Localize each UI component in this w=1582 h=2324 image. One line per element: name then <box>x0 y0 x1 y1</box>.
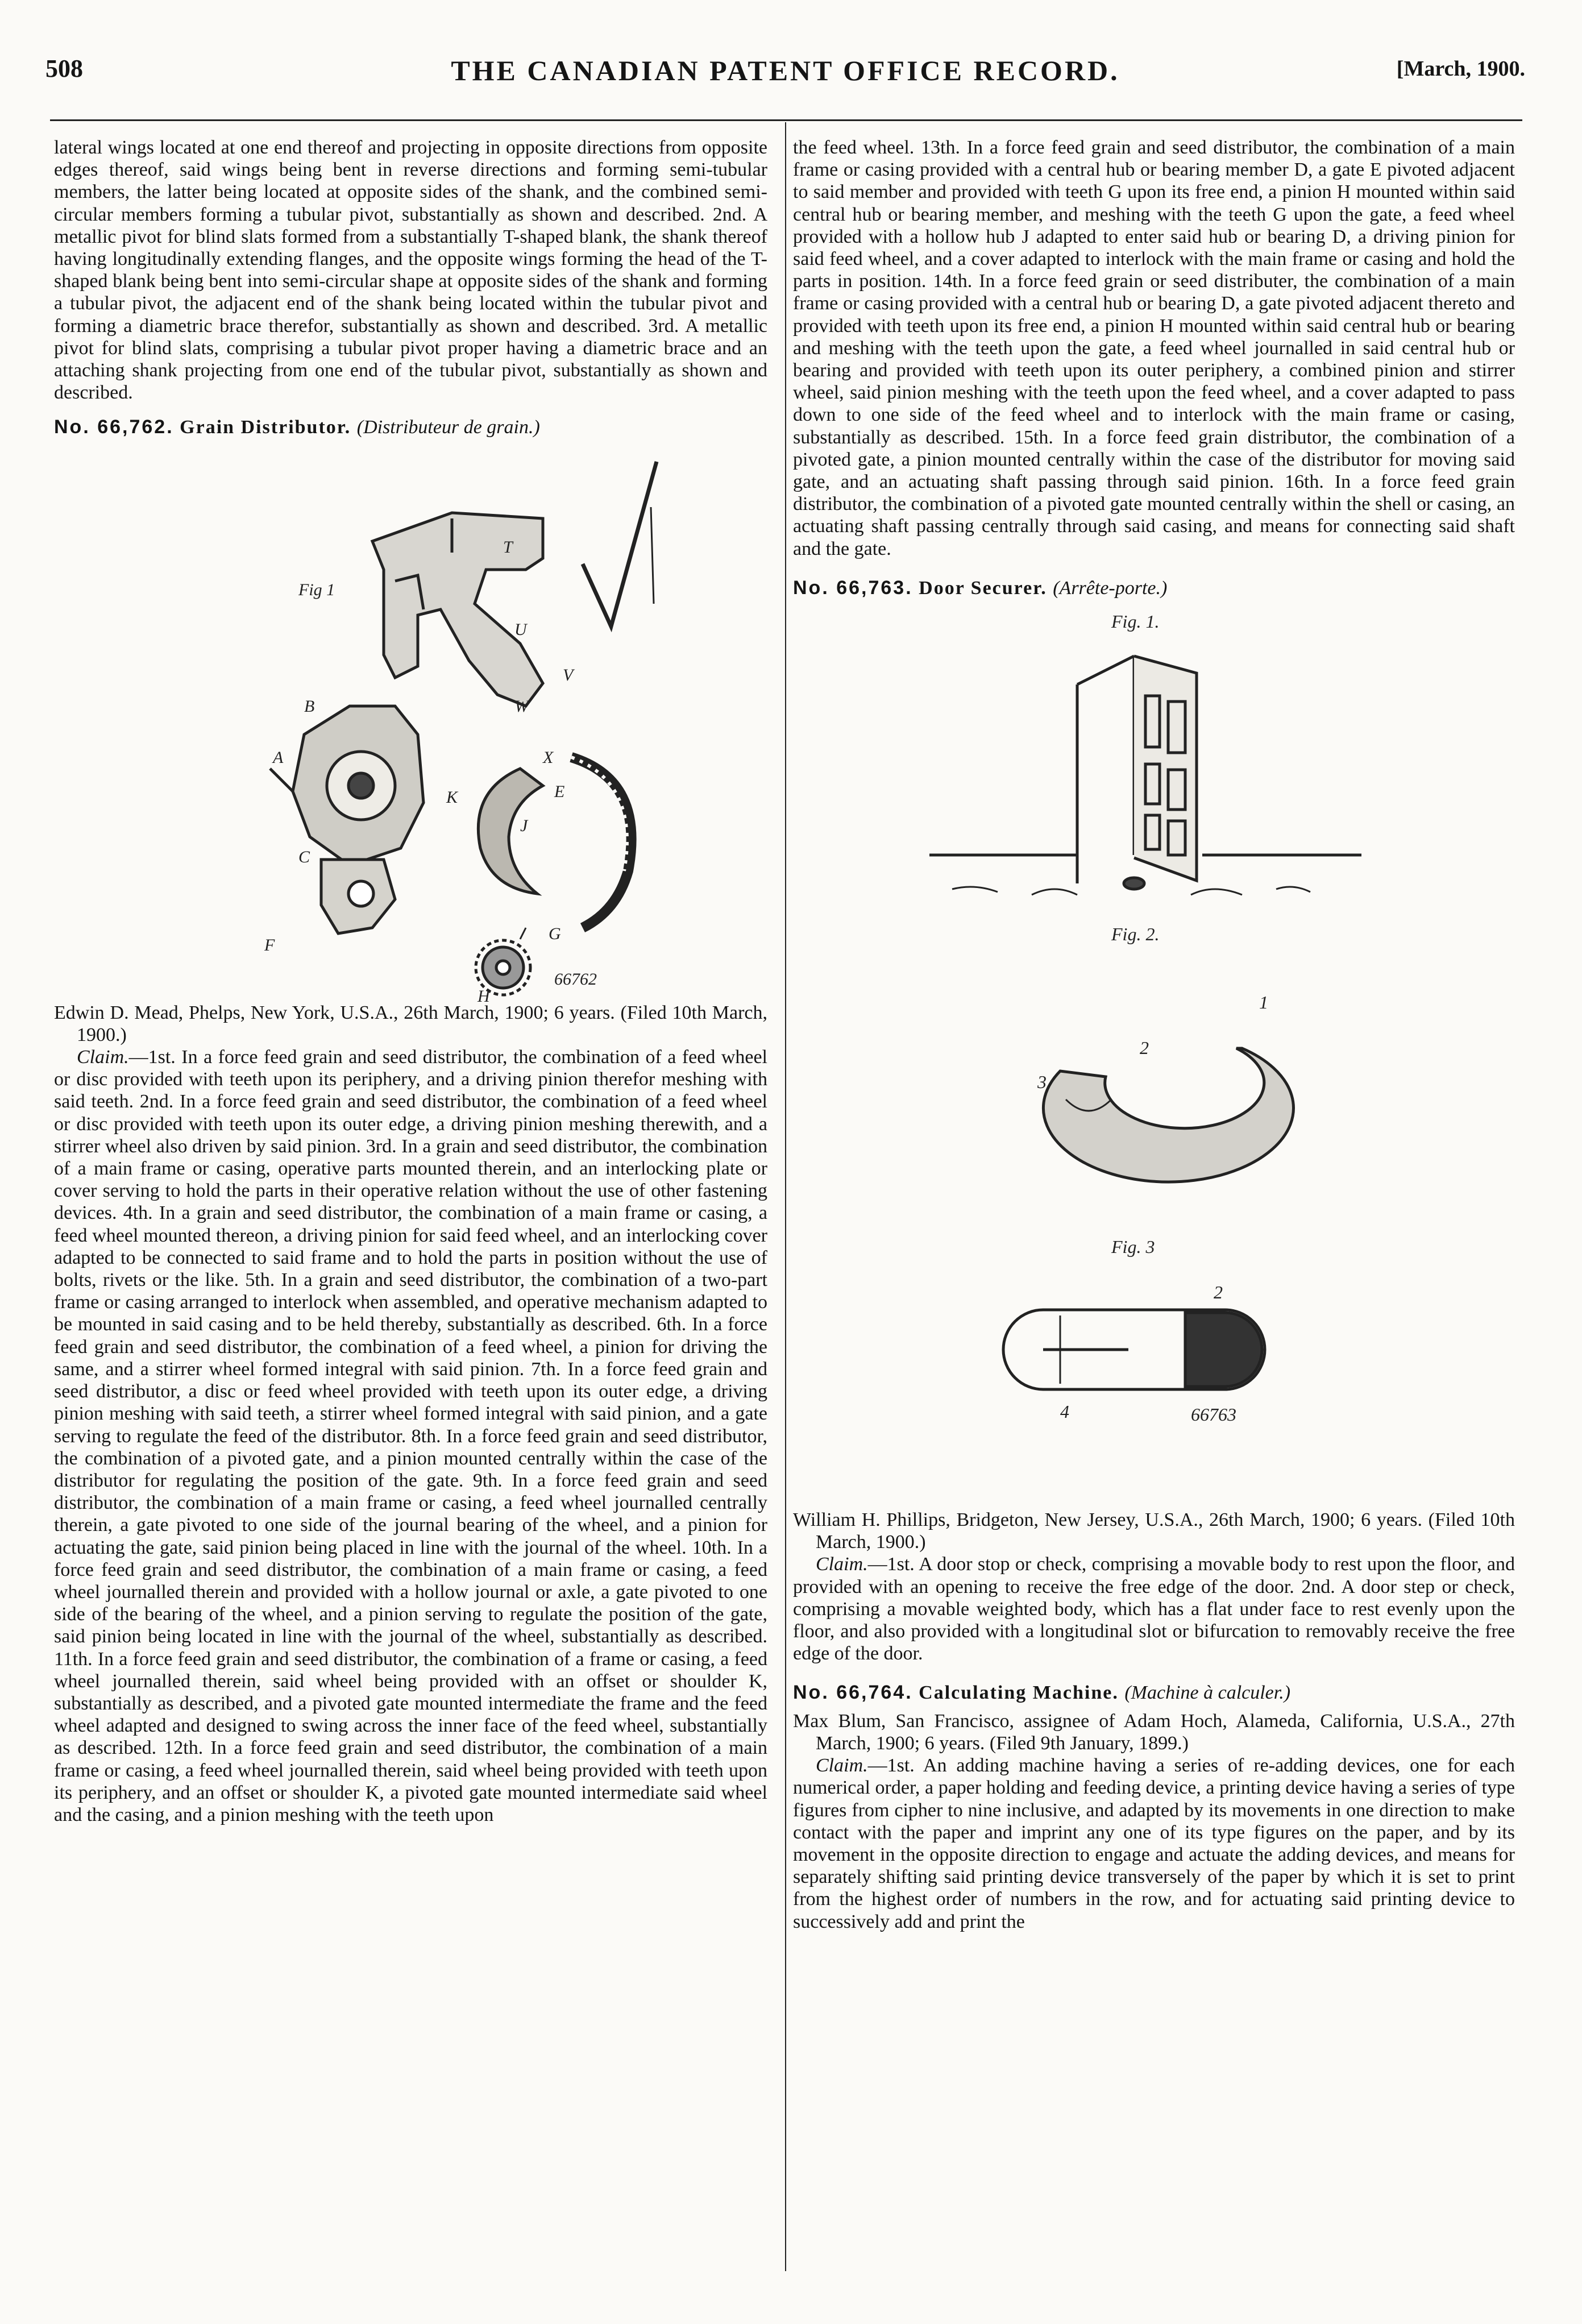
claim-body: —1st. An adding machine having a series of re-adding devices, one for each numerical order, a paper holding and feeding device, a printing device having a series of type figures from cipher to nine inclusive, and adapted by its movements in one direction to make contact with the paper and imprint any one of its type figures on the paper, and by its movement in the opposite direction to engage and actuate the adding devices, and means for separately shifting said printing device transversely of the paper by which it is set to print from the highest order of numbers in the row, and for actuating said printing device to successively add and print the <box>793 1755 1515 1932</box>
patent-number: No. 66,764. <box>793 1682 913 1704</box>
patent-french-title: (Distributeur de grain.) <box>356 417 540 438</box>
claim-text <box>54 1046 767 1826</box>
fig1-label: Fig. 1. <box>1111 611 1160 632</box>
claim-body: —1st. A door stop or check, comprising a movable body to rest upon the floor, and provided with an opening to receive the free edge of the door. 2nd. A door step or check, comprising a movable weighted body, which has a flat under face to rest evenly upon the floor, and also provided with a longitudinal slot or bifurcation to removably receive the free edge of the door. <box>793 1554 1515 1665</box>
svg-text:C: C <box>298 847 310 866</box>
fig2-label: Fig. 2. <box>1111 924 1160 945</box>
patent-french-title: (Arrête-porte.) <box>1053 577 1168 599</box>
header-rule <box>50 119 1522 121</box>
fig-label: Fig 1 <box>298 580 335 599</box>
svg-text:V: V <box>563 665 574 684</box>
patent-title: Grain Distributor. <box>180 417 351 438</box>
page-header <box>45 54 1525 99</box>
patent-heading-66764 <box>793 1682 1515 1704</box>
patent-number: No. 66,762. <box>54 416 174 438</box>
svg-text:E: E <box>554 782 565 801</box>
inventor-info: Max Blum, San Francisco, assignee of Adam Hoch, Alameda, California, U.S.A., 27th March, 1900; 6 years. (Filed 9th January, 1899.) <box>793 1710 1515 1754</box>
svg-text:F: F <box>264 935 275 955</box>
svg-text:W: W <box>514 696 529 716</box>
issue-date: [March, 1900. <box>1396 57 1525 81</box>
page-number: 508 <box>45 55 83 82</box>
claim-label: Claim. <box>816 1554 868 1575</box>
svg-text:1: 1 <box>1259 992 1268 1013</box>
svg-text:2: 2 <box>1140 1038 1149 1059</box>
left-column <box>54 136 767 1826</box>
patent-french-title: (Machine à calculer.) <box>1124 1682 1291 1704</box>
patent-number: No. 66,763. <box>793 576 913 599</box>
svg-text:3: 3 <box>1037 1072 1047 1093</box>
journal-title: THE CANADIAN PATENT OFFICE RECORD. <box>451 55 1120 86</box>
door-securer-figure <box>793 599 1515 1509</box>
svg-text:4: 4 <box>1060 1401 1069 1422</box>
svg-text:B: B <box>304 696 315 716</box>
figure-ref-number: 66762 <box>554 969 597 989</box>
right-column <box>793 136 1515 1933</box>
claim-label: Claim. <box>77 1047 129 1068</box>
svg-text:G: G <box>549 924 561 943</box>
svg-text:H: H <box>477 986 490 1006</box>
claim-text <box>793 1754 1515 1933</box>
claim-text <box>793 1553 1515 1665</box>
claim-body: —1st. In a force feed grain and seed distributor, the combination of a feed wheel or disc provided with teeth upon its periphery, and a driving pinion therefor meshing with said teeth. 2nd. In a force feed grain and seed distributor, the combination of a feed wheel or disc provided with teeth upon its outer edge, a driving pinion meshing therewith, and a stirrer wheel also driven by said pinion. 3rd. In a grain and seed distributor, the combination of a main frame or casing, operative parts mounted therein, and an interlocking plate or cover serving to hold the parts in their operative relation without the use of other fastening devices. 4th. In a grain and seed distributor, the combination of a main frame or casing, a feed wheel mounted thereon, a driving pinion for said feed wheel, and an interlocking cover adapted to be connected to said frame and to hold the parts in position without the use of bolts, rivets or the like. 5th. In a grain and seed distributor, the combination of a two-part frame or casing arranged to interlock when assembled, and operative mechanism adapted to be mounted in said casing and to be held thereby, substantially as described. 6th. In a force feed grain and seed distributor, the combination of a feed wheel, a pinion for driving the same, and a stirrer wheel formed integral with said pinion. 7th. In a force feed grain and seed distributor, a disc or feed wheel provided with teeth upon its outer edge, a driving pinion meshing with said teeth, a stirrer wheel formed integral with said pinion, and a gate serving to regulate the feed of the distributor. 8th. In a force feed grain and seed distributor, the combination of a pivoted gate, and a pinion mounted centrally within the case of the distributor for regulating the position of the gate. 9th. In a force feed grain and seed distributor, the combination of a main frame or casing, a feed wheel journalled centrally therein, a gate pivoted to one side of the journal bearing of the wheel, and a pinion for actuating the gate, said pinion being placed in line with the journal of the wheel. 10th. In a force feed grain and seed distributor, the combination of a main frame or casing, a feed wheel journalled therein and provided with a hollow journal or axle, a gate pivoted to one side of the bearing of the wheel, and a pinion serving to regulate the position of the gate, said pinion being located in line with the journal of the wheel, substantially as described. 11th. In a force feed grain and seed distributor, the combination of a frame or casing, a feed wheel journalled therein, said wheel being provided with an offset or shoulder K, substantially as described, and a pivoted gate mounted intermediate the frame and the feed wheel adapted and designed to swing across the inner face of the feed wheel, substantially as described. 12th. In a force feed grain and seed distributor, the combination of a main frame or casing, a feed wheel journalled therein, said wheel being provided with teeth upon its periphery, and an offset or shoulder K, a pivoted gate mounted intermediate said wheel and the casing, and a pinion meshing with the teeth upon <box>54 1047 767 1825</box>
inventor-info: William H. Phillips, Bridgeton, New Jersey, U.S.A., 26th March, 1900; 6 years. (Filed 10th March, 1900.) <box>793 1509 1515 1553</box>
column-divider <box>785 122 786 2271</box>
patent-title: Calculating Machine. <box>919 1682 1119 1704</box>
grain-distributor-figure <box>54 439 767 1006</box>
claim-continued: the feed wheel. 13th. In a force feed grain and seed distributor, the combination of a main frame or casing provided with a central hub or bearing member D, a gate E pivoted adjacent to said member and provided with teeth G upon its free end, a pinion H mounted within said central hub or bearing member, and meshing with the teeth G upon the gate, a feed wheel provided with a hollow hub J adapted to enter said hub or bearing D, a driving pinion for said feed wheel, and a cover adapted to interlock with the main frame or casing and hold the parts in position. 14th. In a force feed grain or seed distributer, the combination of a main frame or casing provided with a central hub or bearing D, a gate pivoted adjacent thereto and provided with teeth upon its free end, a pinion H mounted within said central hub or bearing and meshing with the teeth upon the gate, a feed wheel journalled in said central hub or bearing and provided with teeth upon its outer periphery, a combined pinion and stirrer wheel, said pinion meshing with the teeth upon the feed wheel, and a cover adapted to pass down to one side of the feed wheel and to interlock with the main frame or casing, substantially as described. 15th. In a force feed grain distributor, the combination of a pivoted gate, a pinion mounted centrally within the case of the distributor for moving said gate, and an actuating shaft passing through said pinion. 16th. In a force feed grain distributor, the combination of a pivoted gate mounted centrally within the shell or casing, an actuating shaft passing centrally through said casing, and means for connecting said shaft and the gate. <box>793 137 1515 559</box>
svg-text:2: 2 <box>1214 1282 1223 1303</box>
claim-label: Claim. <box>816 1755 868 1777</box>
inventor-info: Edwin D. Mead, Phelps, New York, U.S.A., 26th March, 1900; 6 years. (Filed 10th March, 1900.) <box>54 1002 767 1045</box>
figure-ref-number: 66763 <box>1191 1404 1236 1425</box>
patent-heading-66763 <box>793 577 1515 599</box>
svg-text:J: J <box>520 816 528 835</box>
svg-text:K: K <box>446 787 458 807</box>
continued-text: lateral wings located at one end thereof and projecting in opposite directions from opposite edges thereof, said wings being bent in reverse directions and forming semi-tubular members, the latter being located at opposite sides of the shank, and the combined semi-circular members forming a tubular pivot, substantially as shown and described. 2nd. A metallic pivot for blind slats formed from a substantially T-shaped blank, the shank thereof having longitudinally extending flanges, and the opposite wings forming the head of the T-shaped blank being bent into semi-circular shape at opposite sides of the shank and forming a tubular pivot, the adjacent end of the shank being located within the tubular pivot and forming a diametric brace therefor, substantially as shown and described. 3rd. A metallic pivot for blind slats, comprising a tubular pivot proper having a diametric brace and an attaching shank projecting from one end of the tubular pivot, substantially as shown and described. <box>54 137 767 404</box>
patent-heading-66762 <box>54 416 767 438</box>
svg-text:T: T <box>503 537 513 557</box>
svg-text:A: A <box>273 748 284 767</box>
svg-text:X: X <box>543 748 554 767</box>
patent-title: Door Securer. <box>919 577 1047 599</box>
svg-text:U: U <box>514 620 527 639</box>
fig3-label: Fig. 3 <box>1111 1236 1155 1258</box>
